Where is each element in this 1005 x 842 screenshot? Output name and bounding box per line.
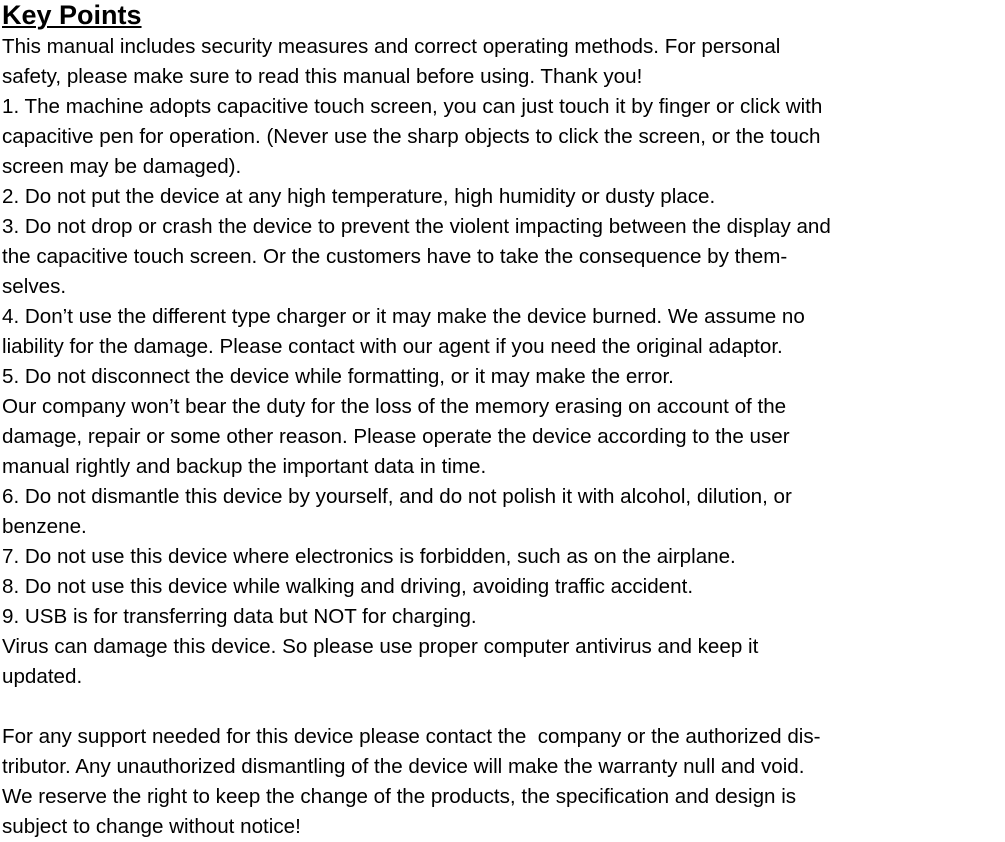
- point-line: 6. Do not dismantle this device by yourself, and do not polish it with alcohol, dilution, or: [2, 485, 792, 508]
- paragraph-spacer: [2, 692, 1005, 722]
- points-list: [2, 92, 1005, 692]
- intro-paragraph: [2, 32, 1005, 92]
- point-line: updated.: [2, 665, 83, 688]
- support-paragraph: [2, 722, 1005, 842]
- intro-line: This manual includes security measures and correct operating methods. For personal: [2, 35, 781, 58]
- support-line: subject to change without notice!: [2, 815, 301, 838]
- support-line: We reserve the right to keep the change of the products, the specification and design is: [2, 785, 797, 808]
- point-line: Our company won’t bear the duty for the loss of the memory erasing on account of the: [2, 395, 787, 418]
- point-line: 2. Do not put the device at any high temperature, high humidity or dusty place.: [2, 185, 716, 208]
- point-line: selves.: [2, 275, 67, 298]
- point-line: liability for the damage. Please contact with our agent if you need the original adaptor.: [2, 335, 783, 358]
- point-line: Virus can damage this device. So please use proper computer antivirus and keep it: [2, 635, 759, 658]
- point-line: 8. Do not use this device while walking and driving, avoiding traffic accident.: [2, 575, 694, 598]
- support-line: tributor. Any unauthorized dismantling of the device will make the warranty null and void.: [2, 755, 805, 778]
- point-line: benzene.: [2, 515, 87, 538]
- support-line: For any support needed for this device please contact the company or the authorized dis-: [2, 725, 821, 748]
- point-line: 5. Do not disconnect the device while formatting, or it may make the error.: [2, 365, 674, 388]
- point-line: 3. Do not drop or crash the device to prevent the violent impacting between the display and: [2, 215, 831, 238]
- point-line: the capacitive touch screen. Or the customers have to take the consequence by them-: [2, 245, 788, 268]
- point-line: damage, repair or some other reason. Please operate the device according to the user: [2, 425, 790, 448]
- point-line: 1. The machine adopts capacitive touch screen, you can just touch it by finger or click with: [2, 95, 823, 118]
- point-line: capacitive pen for operation. (Never use the sharp objects to click the screen, or the touch: [2, 125, 821, 148]
- point-line: screen may be damaged).: [2, 155, 242, 178]
- document-heading: Key Points: [2, 0, 142, 30]
- point-line: 7. Do not use this device where electronics is forbidden, such as on the airplane.: [2, 545, 736, 568]
- intro-line: safety, please make sure to read this manual before using. Thank you!: [2, 65, 643, 88]
- point-line: 4. Don’t use the different type charger or it may make the device burned. We assume no: [2, 305, 805, 328]
- point-line: manual rightly and backup the important data in time.: [2, 455, 487, 478]
- point-line: 9. USB is for transferring data but NOT for charging.: [2, 605, 477, 628]
